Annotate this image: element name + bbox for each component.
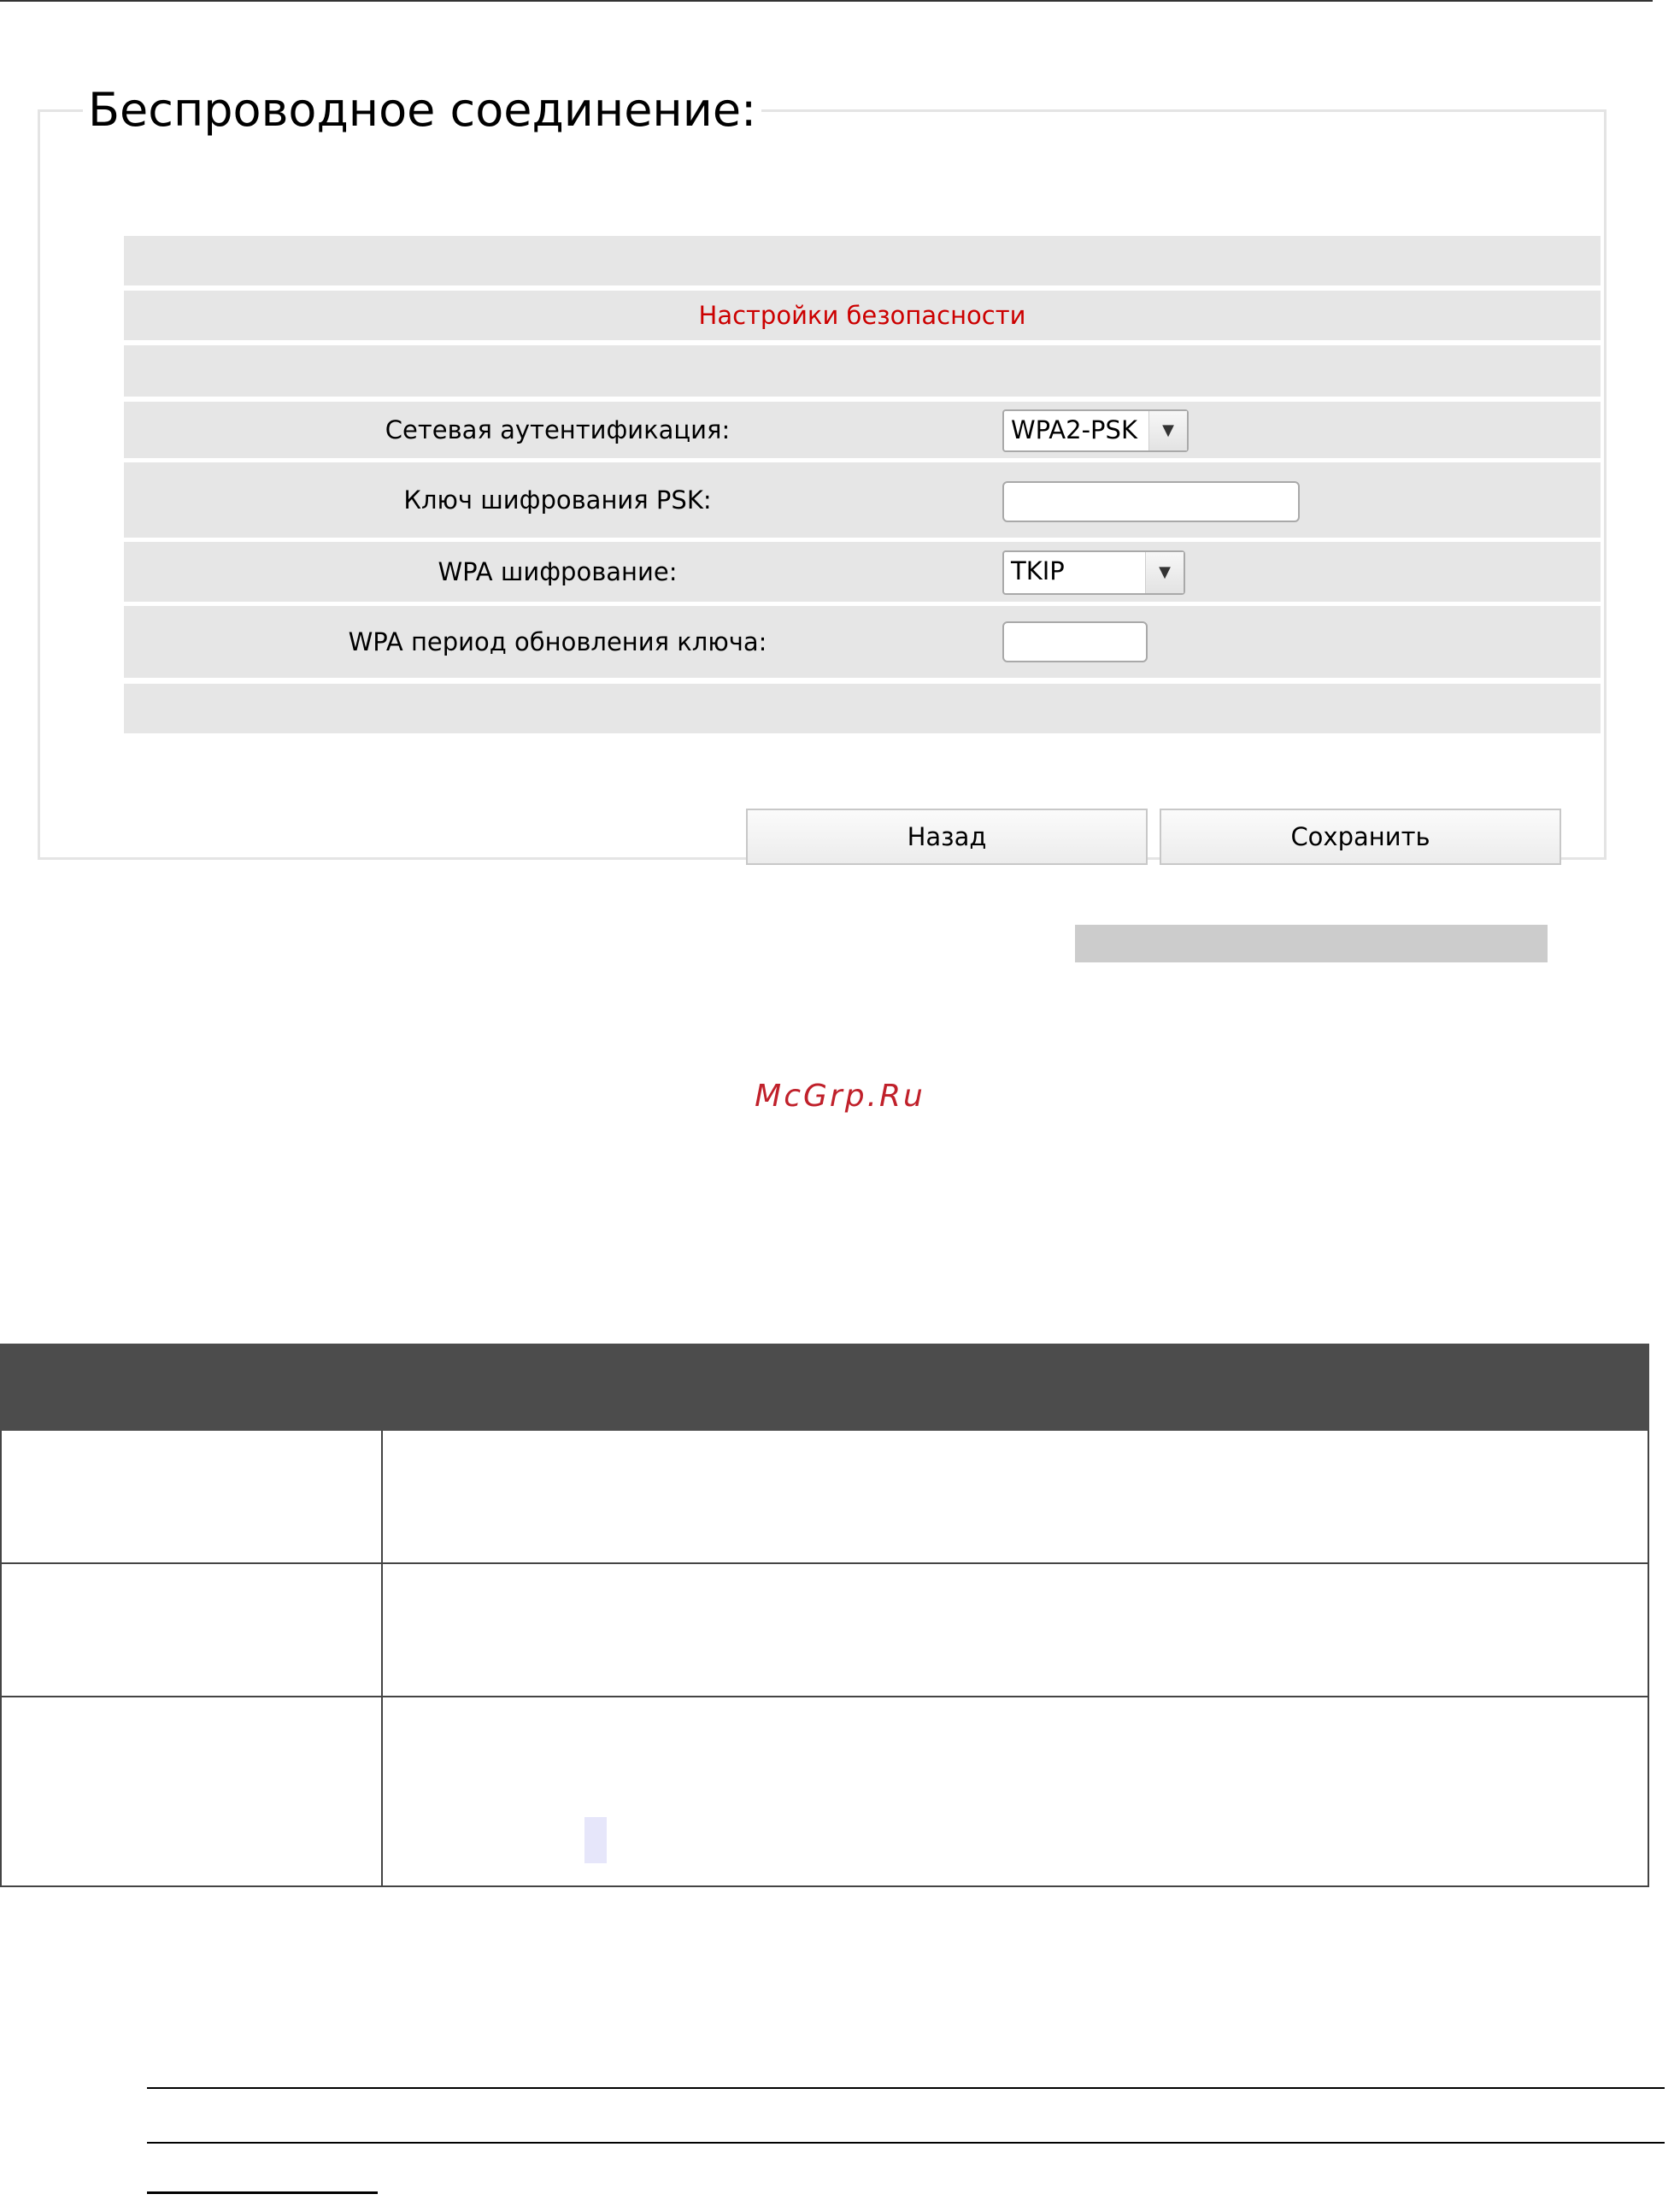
footnote-rule (147, 2087, 1665, 2089)
back-button[interactable]: Назад (746, 809, 1148, 865)
wpa-rekey-row (124, 606, 1601, 678)
top-rule (0, 0, 1653, 2)
table-header (0, 1344, 1649, 1431)
wireless-connection-panel (38, 84, 1607, 860)
wpa-encryption-label: WPA шифрование: (124, 542, 991, 602)
table-row (0, 1564, 1649, 1697)
psk-input[interactable] (1002, 481, 1300, 522)
empty-row-top (124, 236, 1601, 285)
table-row (0, 1697, 1649, 1887)
wpa-encryption-value: TKIP (1011, 556, 1065, 585)
auth-select-value: WPA2-PSK (1011, 415, 1137, 444)
footnote-short-rule (147, 2191, 378, 2194)
watermark: McGrp.Ru (755, 1079, 925, 1114)
psk-label: Ключ шифрования PSK: (124, 462, 991, 538)
empty-row-2 (124, 345, 1601, 397)
description-table (0, 1344, 1649, 1887)
auth-label: Сетевая аутентификация: (124, 402, 991, 458)
footnote-rule (147, 2142, 1665, 2144)
chevron-down-icon[interactable]: ▼ (1145, 552, 1184, 593)
psk-row (124, 462, 1601, 538)
wpa-encryption-select[interactable] (1002, 550, 1185, 595)
auth-select[interactable] (1002, 409, 1189, 452)
text-highlight (584, 1817, 607, 1863)
table-row (0, 1431, 1649, 1564)
auth-row (124, 402, 1601, 458)
save-button[interactable]: Сохранить (1160, 809, 1561, 865)
empty-row-bottom (124, 684, 1601, 733)
chevron-down-icon[interactable]: ▼ (1148, 411, 1187, 450)
grey-bar (1075, 925, 1548, 962)
wpa-rekey-input[interactable] (1002, 621, 1148, 662)
wpa-rekey-label: WPA период обновления ключа: (124, 606, 991, 678)
wpa-encryption-row (124, 542, 1601, 602)
panel-title: Беспроводное соединение: (88, 83, 757, 137)
section-title: Настройки безопасности (124, 291, 1601, 340)
